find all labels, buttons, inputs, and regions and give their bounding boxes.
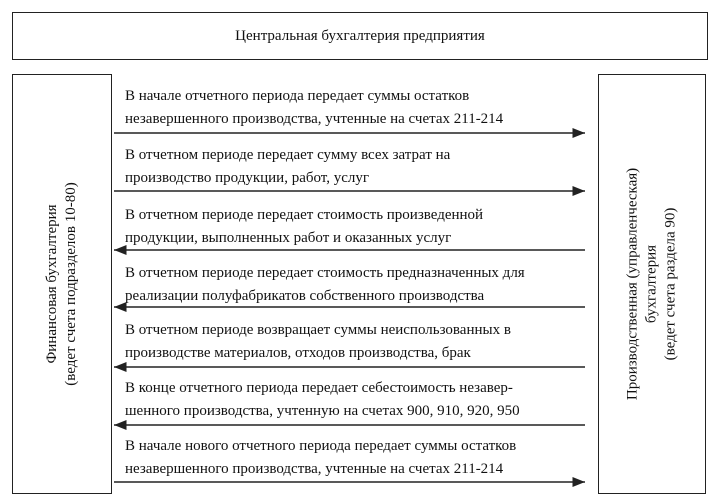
message-7-line-2: незавершенного производства, учтенные на счетах 211-214 — [125, 461, 504, 477]
message-3-line-1: В отчетном периоде передает стоимость произведенной — [125, 207, 484, 223]
message-4-line-2: реализации полуфабрикатов собственного производства — [125, 288, 485, 304]
production-accounting-title-cont: бухгалтерия — [643, 244, 660, 324]
message-5-line-1: В отчетном периоде возвращает суммы неиспользованных в — [125, 322, 511, 338]
message-4-line-1: В отчетном периоде передает стоимость предназначенных для — [125, 265, 525, 281]
message-3-line-2: продукции, выполненных работ и оказанных услуг — [125, 230, 452, 246]
message-1-line-1: В начале отчетного периода передает суммы остатков — [125, 88, 470, 104]
message-2-line-1: В отчетном периоде передает сумму всех затрат на — [125, 147, 451, 163]
message-6-line-2: шенного производства, учтенную на счетах 900, 910, 920, 950 — [125, 403, 520, 419]
central-accounting-title: Центральная бухгалтерия предприятия — [235, 27, 485, 44]
financial-accounting-title: Финансовая бухгалтерия — [44, 204, 60, 364]
message-7-line-1: В начале нового отчетного периода передает суммы остатков — [125, 438, 517, 454]
production-accounting-subtitle: (ведет счета раздела 90) — [662, 207, 679, 361]
message-6-line-1: В конце отчетного периода передает себестоимость незавер- — [125, 380, 513, 396]
message-5-line-2: производстве материалов, отходов производства, брак — [125, 345, 471, 361]
message-1-line-2: незавершенного производства, учтенные на счетах 211-214 — [125, 111, 504, 127]
production-accounting-title: Производственная (управленческая) — [624, 167, 641, 401]
financial-accounting-subtitle: (ведет счета подразделов 10-80) — [63, 182, 79, 386]
message-2-line-2: производство продукции, работ, услуг — [125, 170, 370, 186]
